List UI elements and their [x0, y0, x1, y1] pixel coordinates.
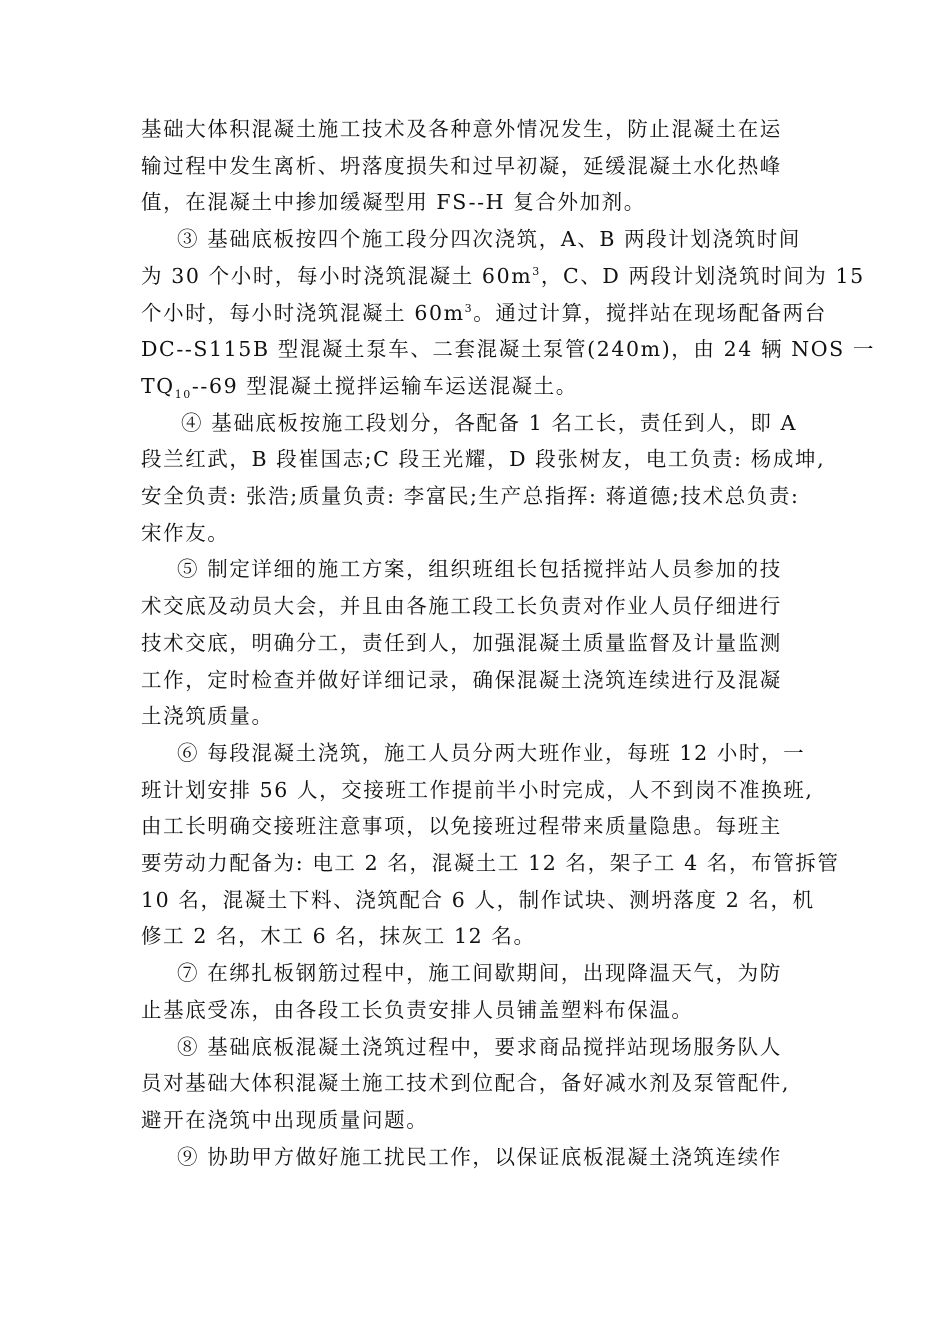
text-line: 技术交底，明确分工，责任到人，加强混凝土质量监督及计量监测 — [141, 630, 782, 655]
text-run: --69 型混凝土搅拌运输车运送混凝土。 — [191, 373, 578, 398]
paragraph-item-7 — [141, 955, 821, 1028]
text-line — [141, 368, 821, 405]
text-line: 安全负责: 张浩;质量负责: 李富民;生产总指挥: 蒋道德;技术总负责: — [141, 484, 800, 509]
text-line: ⑥ 每段混凝土浇筑，施工人员分两大班作业，每班 12 小时，一 — [177, 740, 806, 765]
text-line: ③ 基础底板按四个施工段分四次浇筑，A、B 两段计划浇筑时间 — [177, 227, 801, 252]
text-line: ⑤ 制定详细的施工方案，组织班组长包括搅拌站人员参加的技 — [177, 557, 782, 582]
text-line: 修工 2 名，木工 6 名，抹灰工 12 名。 — [141, 924, 536, 949]
text-line: 班计划安排 56 人，交接班工作提前半小时完成，人不到岗不准换班, — [141, 777, 814, 802]
text-line: 段兰红武，B 段崔国志;C 段王光耀，D 段张树友，电工负责: 杨成坤, — [141, 447, 826, 472]
document-body — [141, 111, 876, 1175]
text-line: 止基底受冻，由各段工长负责安排人员铺盖塑料布保温。 — [141, 997, 694, 1022]
text-line: 术交底及动员大会，并且由各施工段工长负责对作业人员仔细进行 — [141, 594, 782, 619]
text-line: 基础大体积混凝土施工技术及各种意外情况发生，防止混凝土在运 — [141, 117, 782, 141]
paragraph-item-4 — [141, 405, 826, 552]
text-line: 土浇筑质量。 — [141, 704, 274, 729]
text-line: 由工长明确交接班注意事项，以免接班过程带来质量隐患。每班主 — [141, 814, 782, 839]
superscript: 3 — [464, 301, 474, 315]
text-line: 避开在浇筑中出现质量问题。 — [141, 1107, 429, 1132]
text-line: ④ 基础底板按施工段划分，各配备 1 名工长，责任到人，即 A — [181, 410, 798, 435]
paragraph-item-6 — [141, 735, 840, 955]
paragraph-continuation — [141, 111, 821, 221]
paragraph-item-9 — [141, 1139, 821, 1176]
text-line: 要劳动力配备为: 电工 2 名，混凝土工 12 名，架子工 4 名，布管拆管 — [141, 851, 840, 876]
paragraph-item-5 — [141, 551, 821, 735]
paragraph-item-3 — [141, 221, 876, 405]
text-run: ，C、D 两段计划浇筑时间为 15 — [540, 263, 865, 288]
text-run: 。通过计算，搅拌站在现场配备两台 — [473, 300, 827, 325]
text-line: 员对基础大体积混凝土施工技术到位配合，备好减水剂及泵管配件, — [141, 1071, 791, 1096]
text-line: DC--S115B 型混凝土泵车、二套混凝土泵管(240m)，由 24 辆 NOS 一 — [141, 337, 876, 362]
text-line: 输过程中发生离析、坍落度损失和过早初凝，延缓混凝土水化热峰 — [141, 153, 782, 178]
text-line: 宋作友。 — [141, 520, 230, 545]
text-run: TQ — [141, 373, 175, 398]
paragraph-item-8 — [141, 1029, 821, 1139]
text-line: 值，在混凝土中掺加缓凝型用 FS--H 复合外加剂。 — [141, 190, 646, 215]
text-line: 工作，定时检查并做好详细记录，确保混凝土浇筑连续进行及混凝 — [141, 667, 782, 692]
text-line: 10 名，混凝土下料、浇筑配合 6 人，制作试块、测坍落度 2 名，机 — [141, 887, 815, 912]
text-line — [141, 258, 865, 295]
text-line: ⑧ 基础底板混凝土浇筑过程中，要求商品搅拌站现场服务队人 — [177, 1034, 782, 1059]
subscript: 10 — [174, 388, 192, 402]
superscript: 3 — [532, 264, 541, 278]
text-line: ⑦ 在绑扎板钢筋过程中，施工间歇期间，出现降温天气，为防 — [177, 961, 782, 986]
text-run: 个小时，每小时浇筑混凝土 60m — [141, 300, 465, 325]
text-run: 为 30 个小时，每小时浇筑混凝土 60m — [141, 263, 533, 288]
text-line: ⑨ 协助甲方做好施工扰民工作，以保证底板混凝土浇筑连续作 — [177, 1144, 782, 1169]
text-line — [141, 295, 827, 332]
